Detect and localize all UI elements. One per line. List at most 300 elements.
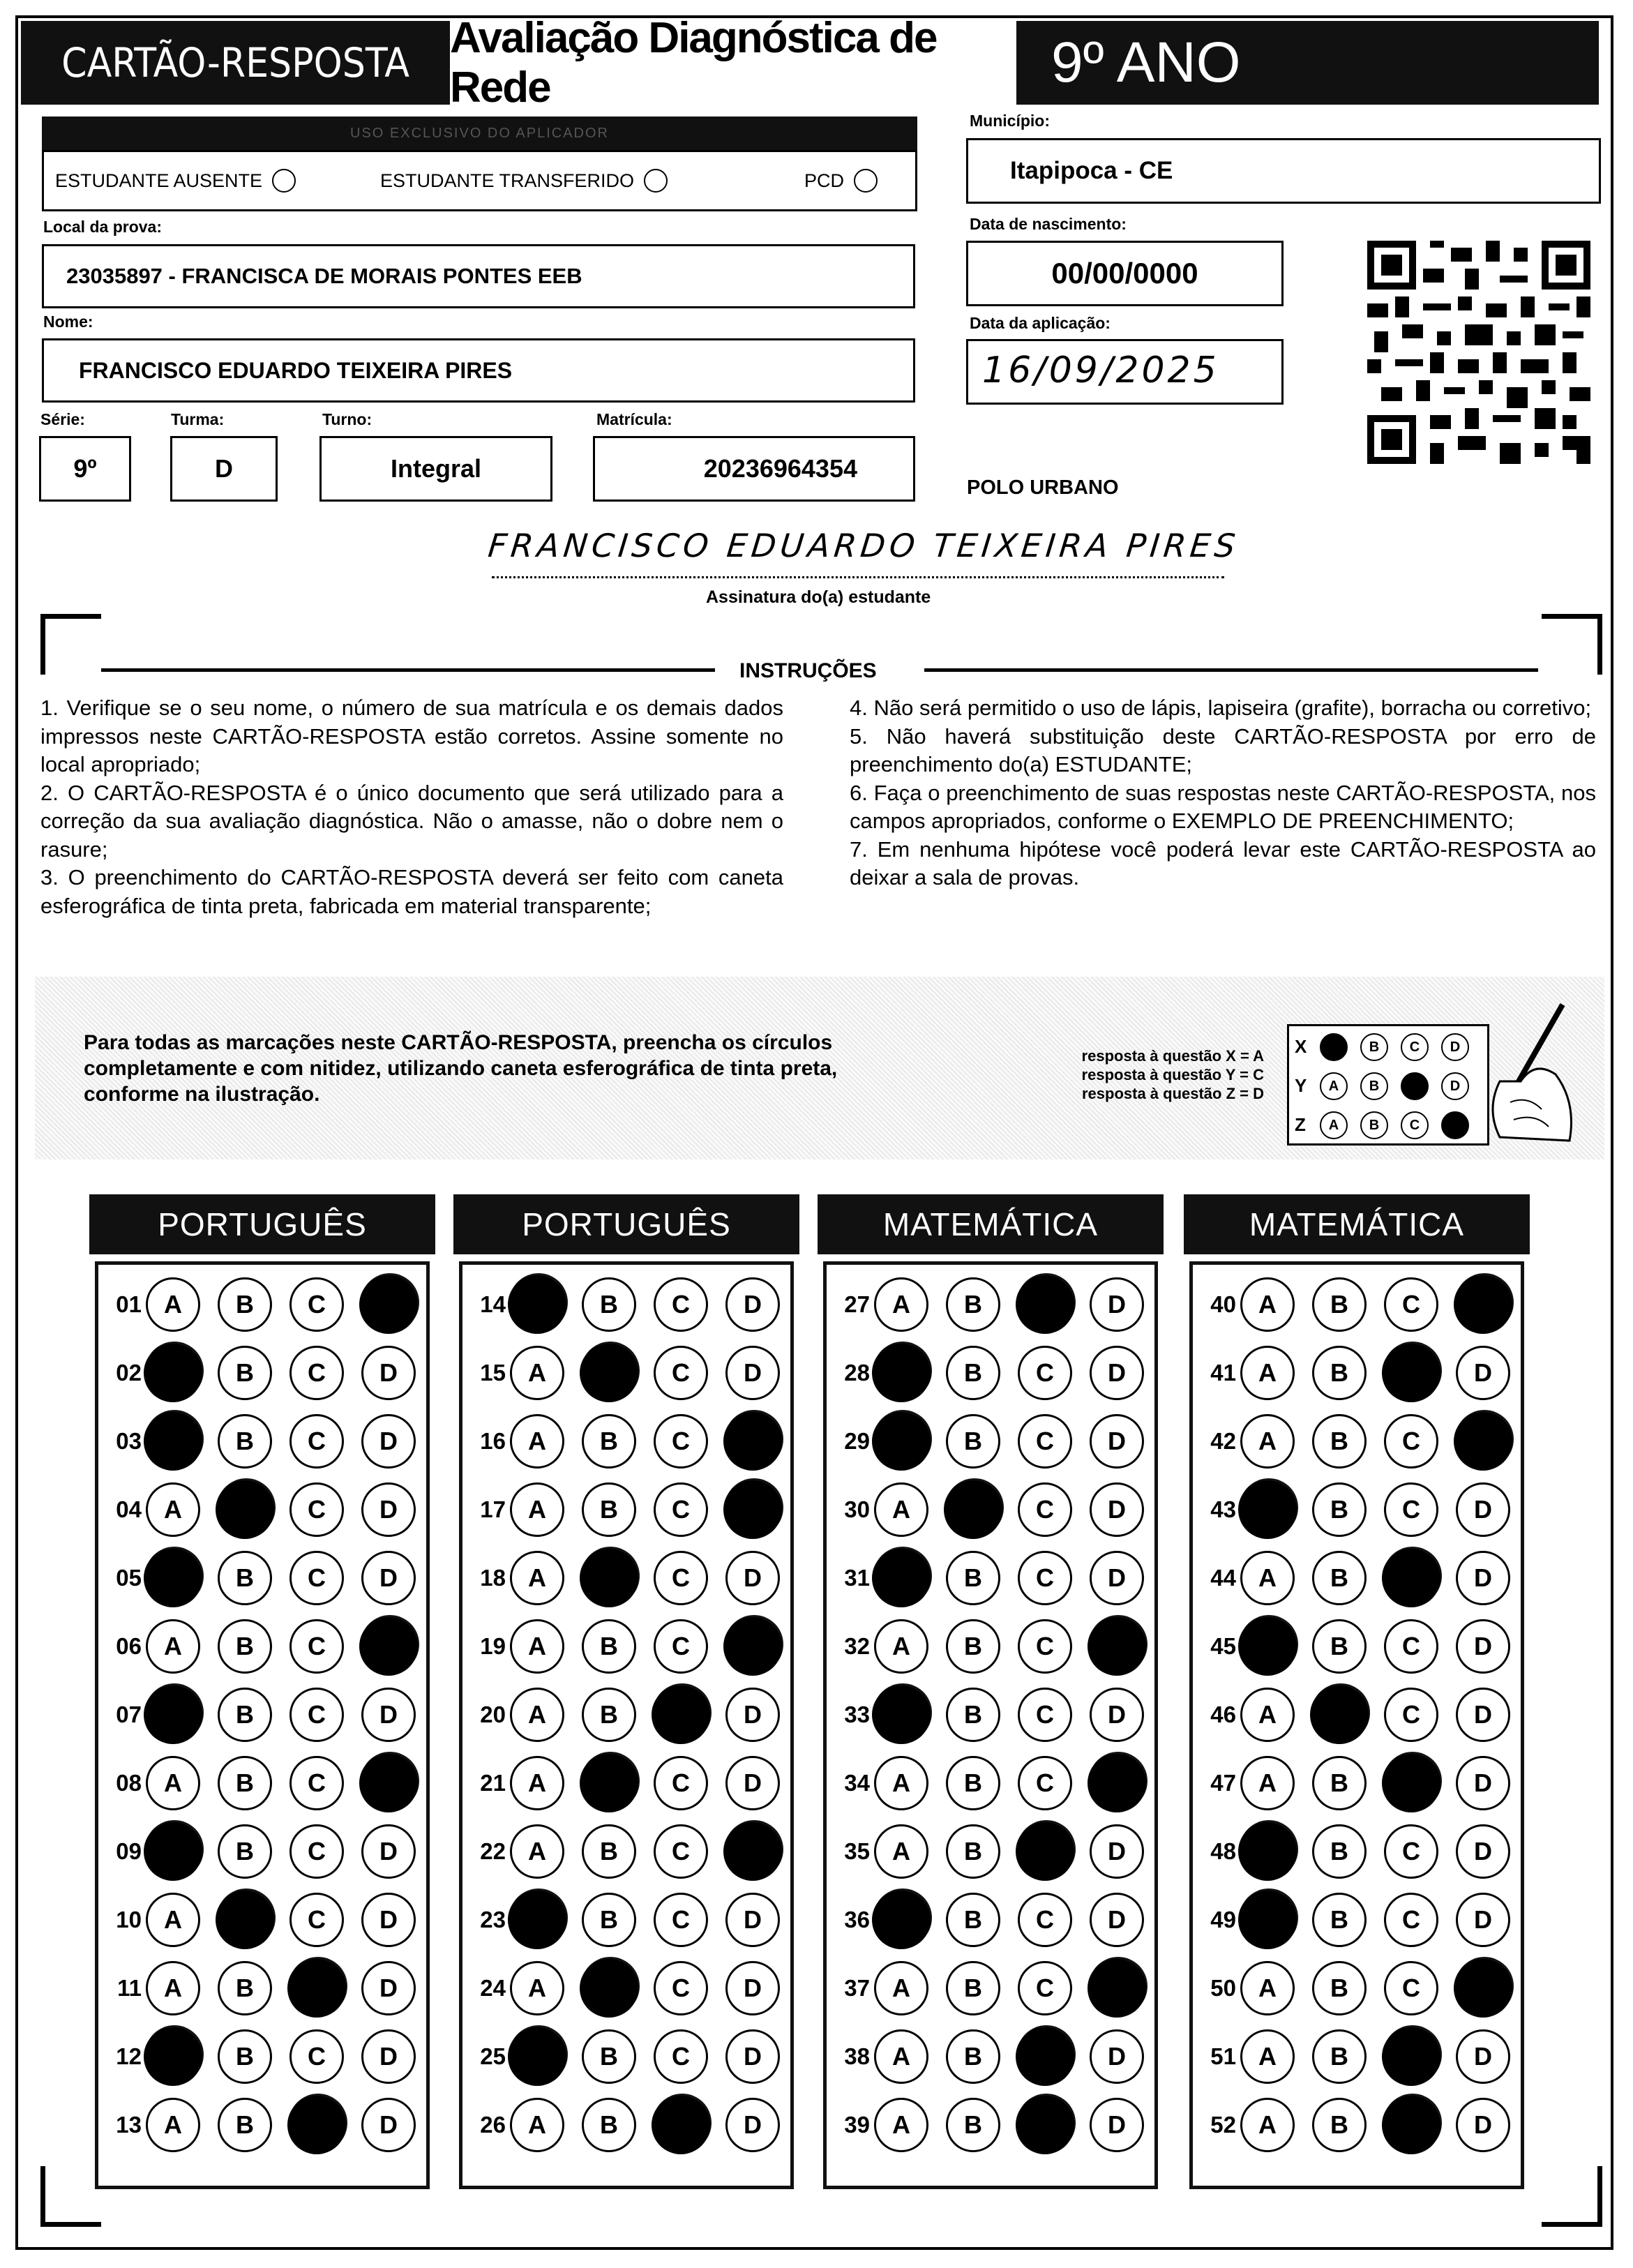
answer-bubble-d[interactable]: D [1090, 1346, 1144, 1400]
answer-bubble-d[interactable]: D [1456, 1619, 1510, 1674]
answer-bubble-b[interactable]: B [946, 1619, 1000, 1674]
answer-bubble-d[interactable]: D [361, 2098, 416, 2152]
answer-bubble-b[interactable]: B [946, 1824, 1000, 1879]
answer-bubble-b[interactable]: B [1312, 1756, 1367, 1810]
answer-bubble-c[interactable]: C [1384, 1756, 1438, 1810]
answer-bubble-a[interactable]: A [874, 2098, 928, 2152]
answer-bubble-b[interactable]: B [218, 1893, 272, 1947]
answer-bubble-a[interactable]: A [510, 1756, 564, 1810]
question-number: 06 [116, 1633, 142, 1659]
answer-bubble-c[interactable]: C [654, 2098, 708, 2152]
answer-bubble-c[interactable]: C [654, 2029, 708, 2084]
answer-bubble-b[interactable]: B [946, 1551, 1000, 1605]
question-row [103, 2029, 433, 2084]
answer-bubble-d[interactable]: D [1090, 1414, 1144, 1469]
answer-bubble-a[interactable]: A [874, 1482, 928, 1537]
answer-bubble-b[interactable]: B [582, 2029, 636, 2084]
answer-bubble-d[interactable]: D [1090, 1961, 1144, 2015]
instruction-item: 7. Em nenhuma hipótese você poderá levar este CARTÃO-RESPOSTA ao deixar a sala de provas. [850, 836, 1596, 889]
answer-bubble-d[interactable]: D [725, 1277, 780, 1332]
question-number: 29 [844, 1428, 870, 1454]
answer-bubble-b[interactable]: B [218, 1551, 272, 1605]
answer-bubble-a[interactable]: A [510, 2098, 564, 2152]
question-number: 13 [116, 2112, 142, 2138]
pcd-circle[interactable] [854, 169, 878, 193]
example-grid [1287, 1024, 1489, 1146]
answer-bubble-d[interactable]: D [725, 1824, 780, 1879]
municipio-label: Município: [970, 112, 1050, 130]
question-number: 49 [1210, 1907, 1236, 1932]
question-row [103, 1961, 433, 2015]
answer-bubble-d[interactable]: D [1456, 1893, 1510, 1947]
answer-bubble-c[interactable]: C [289, 1414, 344, 1469]
answer-bubble-c[interactable]: C [289, 1619, 344, 1674]
answer-bubble-a[interactable]: A [146, 1346, 200, 1400]
answer-bubble-b[interactable]: B [1312, 1893, 1367, 1947]
answer-bubble-a[interactable]: A [1240, 2029, 1295, 2084]
answer-bubble-c[interactable]: C [654, 1824, 708, 1879]
answer-bubble-d[interactable]: D [1456, 2029, 1510, 2084]
answer-bubble-b[interactable]: B [218, 1619, 272, 1674]
answer-bubble-a[interactable]: A [146, 1482, 200, 1537]
signature-label: Assinatura do(a) estudante [706, 587, 931, 607]
nascimento-label: Data de nascimento: [970, 215, 1127, 233]
answer-bubble-b[interactable]: B [1312, 1277, 1367, 1332]
answer-bubble-b[interactable]: B [582, 1277, 636, 1332]
absent-circle[interactable] [272, 169, 296, 193]
answer-bubble-c[interactable]: C [654, 1551, 708, 1605]
answer-bubble-d[interactable]: D [1090, 1756, 1144, 1810]
answer-bubble-a[interactable]: A [146, 1414, 200, 1469]
question-number: 37 [844, 1975, 870, 2001]
answer-bubble-c[interactable]: C [1018, 1961, 1072, 2015]
answer-bubble-a[interactable]: A [510, 1619, 564, 1674]
answer-bubble-a[interactable]: A [510, 1893, 564, 1947]
answer-bubble-b[interactable]: B [582, 1961, 636, 2015]
question-row [467, 1756, 797, 1810]
example-legend [977, 1046, 1264, 1103]
answer-bubble-a[interactable]: A [510, 1482, 564, 1537]
answer-bubble-c[interactable]: C [289, 1688, 344, 1742]
answer-bubble-a[interactable]: A [874, 2029, 928, 2084]
answer-bubble-d[interactable]: D [1090, 1619, 1144, 1674]
answer-bubble-d[interactable]: D [1456, 1414, 1510, 1469]
question-number: 02 [116, 1360, 142, 1385]
answer-bubble-a[interactable]: A [874, 1893, 928, 1947]
answer-bubble-b[interactable]: B [1312, 1346, 1367, 1400]
answer-bubble-d[interactable]: D [361, 1414, 416, 1469]
question-number: 45 [1210, 1633, 1236, 1659]
answer-bubble-c[interactable]: C [289, 1551, 344, 1605]
question-number: 52 [1210, 2112, 1236, 2138]
answer-bubble-b[interactable]: B [582, 2098, 636, 2152]
answer-bubble-b[interactable]: B [582, 1893, 636, 1947]
answer-bubble-c[interactable]: C [289, 1756, 344, 1810]
answer-bubble-b[interactable]: B [946, 1756, 1000, 1810]
answer-bubble-c[interactable]: C [1018, 1277, 1072, 1332]
answer-bubble-a[interactable]: A [1240, 1893, 1295, 1947]
question-row [467, 1277, 797, 1332]
answer-bubble-b[interactable]: B [582, 1619, 636, 1674]
answer-bubble-a[interactable]: A [146, 2029, 200, 2084]
answer-bubble-a[interactable]: A [510, 1824, 564, 1879]
answer-bubble-d[interactable]: D [361, 2029, 416, 2084]
example-bubble: C [1401, 1111, 1429, 1139]
answer-bubble-b[interactable]: B [1312, 1619, 1367, 1674]
serie-field: 9º [39, 436, 131, 502]
answer-bubble-c[interactable]: C [1384, 2098, 1438, 2152]
answer-bubble-a[interactable]: A [1240, 1961, 1295, 2015]
serie-label: Série: [40, 410, 85, 428]
question-number: 48 [1210, 1838, 1236, 1864]
answer-bubble-a[interactable]: A [1240, 1756, 1295, 1810]
municipio-field: Itapipoca - CE [966, 138, 1601, 204]
answer-bubble-d[interactable]: D [1090, 2029, 1144, 2084]
answer-bubble-a[interactable]: A [1240, 1277, 1295, 1332]
instr-rule-left [101, 668, 715, 672]
answer-bubble-d[interactable]: D [361, 1619, 416, 1674]
answer-bubble-c[interactable]: C [654, 1414, 708, 1469]
answer-bubble-c[interactable]: C [654, 1688, 708, 1742]
answer-bubble-d[interactable]: D [1456, 1824, 1510, 1879]
answer-bubble-d[interactable]: D [725, 1893, 780, 1947]
example-row-label: X [1295, 1036, 1307, 1057]
answer-bubble-d[interactable]: D [725, 1619, 780, 1674]
instructions-title: INSTRUÇÕES [739, 659, 877, 682]
answer-bubble-d[interactable]: D [361, 1756, 416, 1810]
answer-bubble-b[interactable]: B [946, 2029, 1000, 2084]
section-header: MATEMÁTICA [818, 1194, 1164, 1254]
answer-bubble-a[interactable]: A [874, 1688, 928, 1742]
answer-bubble-c[interactable]: C [654, 1756, 708, 1810]
answer-bubble-c[interactable]: C [1384, 2029, 1438, 2084]
answer-bubble-c[interactable]: C [654, 1482, 708, 1537]
answer-bubble-c[interactable]: C [289, 2098, 344, 2152]
answer-bubble-c[interactable]: C [1018, 1482, 1072, 1537]
answer-bubble-c[interactable]: C [289, 1893, 344, 1947]
answer-bubble-b[interactable]: B [1312, 1688, 1367, 1742]
answer-bubble-d[interactable]: D [1456, 1482, 1510, 1537]
answer-bubble-d[interactable]: D [361, 1893, 416, 1947]
answer-bubble-a[interactable]: A [146, 1619, 200, 1674]
question-row [467, 1619, 797, 1674]
answer-bubble-b[interactable]: B [218, 1756, 272, 1810]
answer-bubble-d[interactable]: D [725, 1414, 780, 1469]
corner-top-right [1542, 614, 1602, 675]
answer-bubble-a[interactable]: A [146, 1756, 200, 1810]
answer-bubble-c[interactable]: C [1018, 2029, 1072, 2084]
answer-bubble-a[interactable]: A [146, 1551, 200, 1605]
answer-bubble-a[interactable]: A [1240, 1414, 1295, 1469]
question-number: 05 [116, 1565, 142, 1591]
answer-bubble-b[interactable]: B [582, 1688, 636, 1742]
instruction-item: 1. Verifique se o seu nome, o número de sua matrícula e os demais dados impressos neste CARTÃO-RESPOSTA estão corretos. Assine somente no local apropriado; [40, 696, 783, 776]
section-box [1189, 1261, 1524, 2189]
question-number: 42 [1210, 1428, 1236, 1454]
question-number: 31 [844, 1565, 870, 1591]
answer-bubble-b[interactable]: B [946, 2098, 1000, 2152]
answer-bubble-d[interactable]: D [361, 1824, 416, 1879]
answer-bubble-c[interactable]: C [1384, 1688, 1438, 1742]
answer-bubble-c[interactable]: C [1384, 1346, 1438, 1400]
question-row [103, 1551, 433, 1605]
answer-bubble-a[interactable]: A [874, 1824, 928, 1879]
corner-bottom-right [1542, 2166, 1602, 2227]
answer-bubble-d[interactable]: D [1456, 1756, 1510, 1810]
answer-bubble-a[interactable]: A [1240, 2098, 1295, 2152]
local-label: Local da prova: [43, 218, 162, 236]
answer-bubble-c[interactable]: C [289, 2029, 344, 2084]
answer-bubble-a[interactable]: A [1240, 1346, 1295, 1400]
example-bubble: C [1401, 1072, 1429, 1100]
answer-bubble-a[interactable]: A [510, 2029, 564, 2084]
answer-bubble-a[interactable]: A [510, 1414, 564, 1469]
answer-bubble-b[interactable]: B [1312, 1414, 1367, 1469]
answer-bubble-d[interactable]: D [361, 1482, 416, 1537]
reserved-bar: USO EXCLUSIVO DO APLICADOR [42, 117, 917, 150]
answer-bubble-a[interactable]: A [1240, 1824, 1295, 1879]
answer-bubble-c[interactable]: C [1018, 1756, 1072, 1810]
answer-bubble-b[interactable]: B [582, 1482, 636, 1537]
answer-bubble-a[interactable]: A [1240, 1551, 1295, 1605]
answer-bubble-d[interactable]: D [361, 1277, 416, 1332]
example-bubble: B [1360, 1033, 1388, 1061]
answer-bubble-c[interactable]: C [1384, 1619, 1438, 1674]
answer-bubble-a[interactable]: A [874, 1756, 928, 1810]
aplicacao-handwritten: 16/09/2025 [982, 350, 1219, 391]
question-row [103, 2098, 433, 2152]
answer-bubble-a[interactable]: A [874, 1346, 928, 1400]
answer-bubble-a[interactable]: A [874, 1961, 928, 2015]
answer-bubble-d[interactable]: D [361, 1961, 416, 2015]
qr-code-icon [1367, 241, 1590, 464]
answer-bubble-b[interactable]: B [218, 1277, 272, 1332]
answer-bubble-c[interactable]: C [289, 1346, 344, 1400]
question-row [1197, 1688, 1528, 1742]
answer-bubble-a[interactable]: A [146, 2098, 200, 2152]
answer-bubble-d[interactable]: D [725, 1551, 780, 1605]
answer-bubble-b[interactable]: B [582, 1346, 636, 1400]
answer-bubble-c[interactable]: C [1384, 1551, 1438, 1605]
answer-bubble-c[interactable]: C [1384, 1961, 1438, 2015]
answer-bubble-b[interactable]: B [218, 2098, 272, 2152]
answer-bubble-d[interactable]: D [361, 1551, 416, 1605]
question-number: 19 [480, 1633, 506, 1659]
section-box [95, 1261, 430, 2189]
student-signature: FRANCISCO EDUARDO TEIXEIRA PIRES [486, 527, 1242, 564]
answer-bubble-c[interactable]: C [1018, 1346, 1072, 1400]
answer-bubble-c[interactable]: C [289, 1277, 344, 1332]
aplicacao-field [966, 339, 1284, 405]
section-header: PORTUGUÊS [453, 1194, 799, 1254]
pcd-label: PCD [804, 170, 845, 191]
answer-bubble-b[interactable]: B [218, 1346, 272, 1400]
answer-bubble-d[interactable]: D [1456, 1277, 1510, 1332]
question-row [467, 1688, 797, 1742]
answer-bubble-a[interactable]: A [1240, 1619, 1295, 1674]
transferred-label: ESTUDANTE TRANSFERIDO [380, 170, 635, 191]
answer-bubble-a[interactable]: A [874, 1414, 928, 1469]
example-row-label: Z [1295, 1114, 1306, 1135]
answer-bubble-d[interactable]: D [1456, 2098, 1510, 2152]
question-number: 30 [844, 1496, 870, 1522]
answer-bubble-c[interactable]: C [654, 1893, 708, 1947]
legend-item: resposta à questão Y = C [1081, 1066, 1264, 1083]
answer-bubble-c[interactable]: C [1018, 1551, 1072, 1605]
answer-bubble-d[interactable]: D [1090, 1482, 1144, 1537]
answer-bubble-b[interactable]: B [582, 1551, 636, 1605]
legend-item: resposta à questão Z = D [1081, 1085, 1264, 1102]
answer-bubble-c[interactable]: C [1384, 1893, 1438, 1947]
nome-field: FRANCISCO EDUARDO TEIXEIRA PIRES [42, 338, 915, 403]
question-row [467, 1414, 797, 1469]
question-row [831, 1277, 1161, 1332]
answer-bubble-b[interactable]: B [946, 1893, 1000, 1947]
answer-bubble-b[interactable]: B [218, 1961, 272, 2015]
question-number: 08 [116, 1770, 142, 1796]
answer-bubble-b[interactable]: B [218, 1824, 272, 1879]
example-bubble: D [1441, 1033, 1469, 1061]
answer-bubble-a[interactable]: A [510, 1277, 564, 1332]
answer-bubble-d[interactable]: D [725, 1482, 780, 1537]
answer-bubble-c[interactable]: C [1384, 1414, 1438, 1469]
question-row [831, 1824, 1161, 1879]
matricula-field: 20236964354 [593, 436, 915, 502]
question-row [103, 1688, 433, 1742]
answer-bubble-c[interactable]: C [1018, 1619, 1072, 1674]
answer-bubble-d[interactable]: D [725, 1756, 780, 1810]
question-row [467, 1824, 797, 1879]
answer-bubble-c[interactable]: C [654, 1277, 708, 1332]
answer-bubble-b[interactable]: B [218, 1482, 272, 1537]
answer-bubble-b[interactable]: B [1312, 1551, 1367, 1605]
answer-bubble-b[interactable]: B [1312, 1482, 1367, 1537]
answer-bubble-c[interactable]: C [1384, 1482, 1438, 1537]
answer-bubble-c[interactable]: C [1018, 2098, 1072, 2152]
answer-bubble-c[interactable]: C [654, 1619, 708, 1674]
question-row [1197, 2098, 1528, 2152]
answer-bubble-d[interactable]: D [725, 1688, 780, 1742]
answer-bubble-d[interactable]: D [361, 1688, 416, 1742]
instructions-right [850, 694, 1596, 892]
answer-bubble-a[interactable]: A [510, 1688, 564, 1742]
answer-bubble-c[interactable]: C [1018, 1893, 1072, 1947]
answer-bubble-a[interactable]: A [146, 1961, 200, 2015]
answer-bubble-d[interactable]: D [1456, 1688, 1510, 1742]
answer-bubble-b[interactable]: B [946, 1277, 1000, 1332]
question-number: 36 [844, 1907, 870, 1932]
answer-bubble-d[interactable]: D [725, 1961, 780, 2015]
answer-bubble-a[interactable]: A [146, 1277, 200, 1332]
answer-bubble-a[interactable]: A [510, 1961, 564, 2015]
nascimento-field: 00/00/0000 [966, 241, 1284, 306]
answer-bubble-a[interactable]: A [510, 1346, 564, 1400]
answer-bubble-d[interactable]: D [1456, 1551, 1510, 1605]
answer-bubble-d[interactable]: D [725, 1346, 780, 1400]
answer-bubble-b[interactable]: B [582, 1414, 636, 1469]
answer-bubble-d[interactable]: D [1090, 1277, 1144, 1332]
question-row [1197, 1824, 1528, 1879]
signature-line [492, 576, 1224, 578]
answer-bubble-a[interactable]: A [510, 1551, 564, 1605]
answer-bubble-b[interactable]: B [1312, 1824, 1367, 1879]
answer-bubble-c[interactable]: C [1384, 1277, 1438, 1332]
answer-bubble-a[interactable]: A [146, 1688, 200, 1742]
question-number: 03 [116, 1428, 142, 1454]
answer-bubble-b[interactable]: B [946, 1961, 1000, 2015]
answer-bubble-d[interactable]: D [725, 2098, 780, 2152]
answer-bubble-c[interactable]: C [654, 1346, 708, 1400]
answer-bubble-b[interactable]: B [218, 1414, 272, 1469]
answer-bubble-a[interactable]: A [146, 1824, 200, 1879]
absent-option[interactable] [55, 169, 296, 193]
answer-bubble-d[interactable]: D [1456, 1961, 1510, 2015]
answer-bubble-c[interactable]: C [1018, 1824, 1072, 1879]
answer-bubble-b[interactable]: B [218, 2029, 272, 2084]
local-field: 23035897 - FRANCISCA DE MORAIS PONTES EEB [42, 244, 915, 308]
pen-hand-icon [1479, 998, 1576, 1144]
answer-bubble-b[interactable]: B [582, 1756, 636, 1810]
answer-bubble-d[interactable]: D [1090, 1824, 1144, 1879]
answer-bubble-d[interactable]: D [1456, 1346, 1510, 1400]
answer-bubble-c[interactable]: C [1018, 1688, 1072, 1742]
answer-bubble-c[interactable]: C [289, 1482, 344, 1537]
question-number: 10 [116, 1907, 142, 1932]
corner-bottom-left [40, 2166, 101, 2227]
answer-bubble-d[interactable]: D [725, 2029, 780, 2084]
answer-bubble-d[interactable]: D [1090, 1688, 1144, 1742]
answer-bubble-c[interactable]: C [1384, 1824, 1438, 1879]
answer-bubble-d[interactable]: D [1090, 1893, 1144, 1947]
answer-bubble-d[interactable]: D [361, 1346, 416, 1400]
answer-bubble-b[interactable]: B [946, 1346, 1000, 1400]
answer-bubble-b[interactable]: B [218, 1688, 272, 1742]
answer-bubble-b[interactable]: B [1312, 2029, 1367, 2084]
transferred-option[interactable] [380, 169, 668, 193]
question-row [831, 1961, 1161, 2015]
example-bubble: B [1360, 1111, 1388, 1139]
example-bubble: A [1320, 1111, 1348, 1139]
question-number: 15 [480, 1360, 506, 1385]
answer-bubble-b[interactable]: B [946, 1688, 1000, 1742]
answer-bubble-b[interactable]: B [946, 1482, 1000, 1537]
answer-bubble-a[interactable]: A [874, 1551, 928, 1605]
pcd-option[interactable] [804, 169, 878, 193]
question-number: 20 [480, 1702, 506, 1727]
answer-bubble-b[interactable]: B [946, 1414, 1000, 1469]
answer-bubble-c[interactable]: C [289, 1961, 344, 2015]
question-row [1197, 1277, 1528, 1332]
answer-bubble-a[interactable]: A [874, 1277, 928, 1332]
answer-bubble-a[interactable]: A [1240, 1482, 1295, 1537]
question-number: 33 [844, 1702, 870, 1727]
question-row [1197, 2029, 1528, 2084]
answer-bubble-b[interactable]: B [1312, 2098, 1367, 2152]
question-number: 38 [844, 2043, 870, 2069]
answer-bubble-c[interactable]: C [654, 1961, 708, 2015]
answer-bubble-a[interactable]: A [146, 1893, 200, 1947]
transferred-circle[interactable] [644, 169, 668, 193]
answer-bubble-a[interactable]: A [1240, 1688, 1295, 1742]
instr-rule-right [924, 668, 1538, 672]
answer-bubble-b[interactable]: B [1312, 1961, 1367, 2015]
answer-bubble-a[interactable]: A [874, 1619, 928, 1674]
answer-bubble-c[interactable]: C [1018, 1414, 1072, 1469]
answer-bubble-d[interactable]: D [1090, 1551, 1144, 1605]
answer-bubble-d[interactable]: D [1090, 2098, 1144, 2152]
answer-bubble-b[interactable]: B [582, 1824, 636, 1879]
answer-bubble-c[interactable]: C [289, 1824, 344, 1879]
